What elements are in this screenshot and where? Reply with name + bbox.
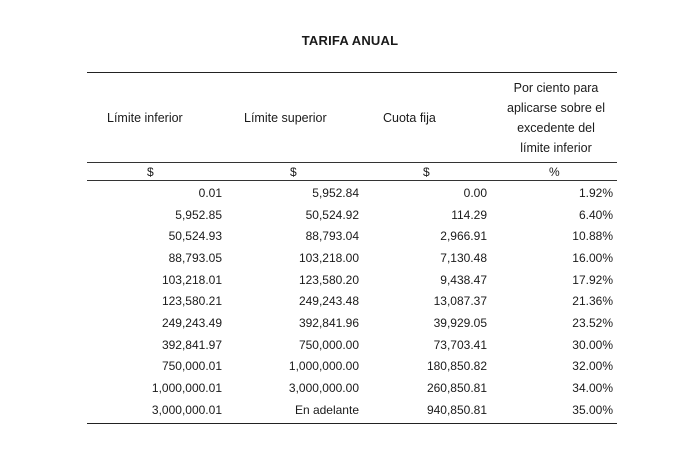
header-por-ciento-line-4: límite inferior (520, 140, 592, 155)
cell-limite-superior: 5,952.84 (312, 185, 359, 200)
unit-limite-inferior: $ (147, 164, 154, 179)
cell-por-ciento: 32.00% (572, 359, 613, 374)
units-row (87, 163, 617, 180)
tariff-table (87, 72, 617, 424)
cell-cuota-fija: 0.00 (463, 185, 487, 200)
cell-limite-inferior: 0.01 (198, 185, 222, 200)
table-row (87, 290, 617, 312)
header-por-ciento (491, 78, 617, 158)
cell-cuota-fija: 940,850.81 (426, 402, 487, 417)
cell-cuota-fija: 73,703.41 (433, 337, 487, 352)
cell-limite-superior: 50,524.92 (305, 207, 359, 222)
header-limite-inferior: Límite inferior (107, 110, 183, 125)
cell-cuota-fija: 9,438.47 (440, 272, 487, 287)
cell-limite-superior: 88,793.04 (305, 229, 359, 244)
cell-limite-inferior: 3,000,000.01 (151, 402, 222, 417)
header-cuota-fija: Cuota fija (383, 110, 436, 125)
cell-cuota-fija: 7,130.48 (440, 250, 487, 265)
cell-por-ciento: 23.52% (572, 315, 613, 330)
table-row (87, 356, 617, 378)
table-row (87, 204, 617, 226)
cell-por-ciento: 34.00% (572, 381, 613, 396)
cell-limite-inferior: 50,524.93 (168, 229, 222, 244)
cell-limite-inferior: 392,841.97 (161, 337, 222, 352)
cell-por-ciento: 30.00% (572, 337, 613, 352)
cell-limite-inferior: 88,793.05 (168, 250, 222, 265)
unit-limite-superior: $ (290, 164, 297, 179)
cell-limite-superior: 249,243.48 (298, 294, 359, 309)
cell-cuota-fija: 39,929.05 (433, 315, 487, 330)
table-row (87, 247, 617, 269)
header-por-ciento-line-3: excedente del (517, 120, 595, 135)
header-por-ciento-line-1: Por ciento para (513, 80, 599, 95)
table-row (87, 182, 617, 204)
cell-cuota-fija: 260,850.81 (426, 381, 487, 396)
cell-limite-inferior: 249,243.49 (161, 315, 222, 330)
cell-limite-inferior: 750,000.01 (161, 359, 222, 374)
cell-limite-superior: 1,000,000.00 (288, 359, 359, 374)
cell-limite-superior: 123,580.20 (298, 272, 359, 287)
cell-limite-superior: 750,000.00 (298, 337, 359, 352)
unit-cuota-fija: $ (423, 164, 430, 179)
cell-cuota-fija: 180,850.82 (426, 359, 487, 374)
table-row (87, 377, 617, 399)
cell-por-ciento: 10.88% (572, 229, 613, 244)
cell-limite-inferior: 103,218.01 (161, 272, 222, 287)
cell-limite-inferior: 123,580.21 (161, 294, 222, 309)
cell-limite-superior: En adelante (294, 402, 359, 417)
table-row (87, 334, 617, 356)
table-row (87, 312, 617, 334)
cell-por-ciento: 17.92% (572, 272, 613, 287)
cell-limite-inferior: 5,952.85 (175, 207, 222, 222)
table-row (87, 399, 617, 421)
cell-limite-superior: 3,000,000.00 (288, 381, 359, 396)
cell-por-ciento: 21.36% (572, 294, 613, 309)
table-body (87, 181, 617, 423)
cell-limite-superior: 392,841.96 (298, 315, 359, 330)
cell-por-ciento: 6.40% (578, 207, 613, 222)
cell-cuota-fija: 13,087.37 (433, 294, 487, 309)
header-row (87, 73, 617, 162)
cell-por-ciento: 16.00% (572, 250, 613, 265)
cell-limite-superior: 103,218.00 (298, 250, 359, 265)
header-limite-superior: Límite superior (244, 110, 327, 125)
cell-cuota-fija: 114.29 (451, 207, 487, 222)
table-row (87, 269, 617, 291)
table-title: TARIFA ANUAL (301, 33, 399, 48)
cell-limite-inferior: 1,000,000.01 (151, 381, 222, 396)
cell-por-ciento: 1.92% (578, 185, 613, 200)
bottom-rule (87, 423, 617, 424)
header-por-ciento-line-2: aplicarse sobre el (507, 100, 605, 115)
unit-por-ciento: % (549, 164, 560, 179)
cell-cuota-fija: 2,966.91 (440, 229, 487, 244)
cell-por-ciento: 35.00% (572, 402, 613, 417)
table-row (87, 225, 617, 247)
